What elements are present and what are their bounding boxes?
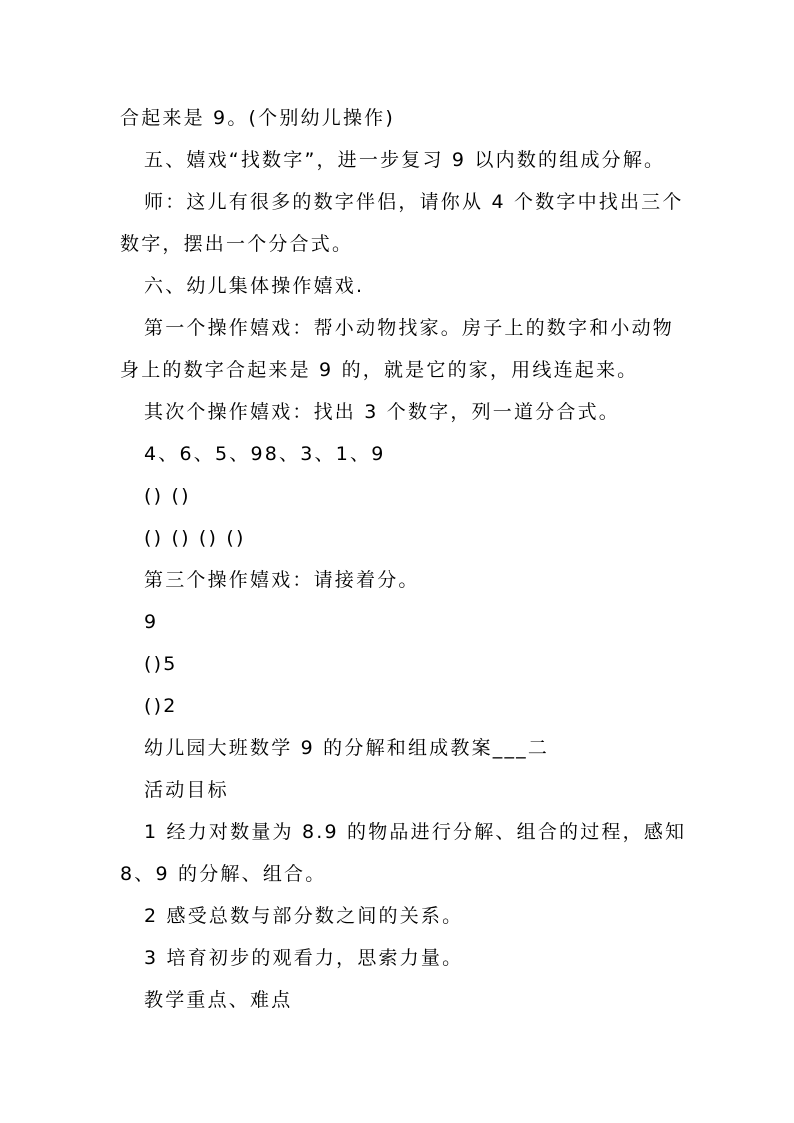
subheading: 活动目标 (144, 779, 229, 801)
text-line: 师：这儿有很多的数字伴侣，请你从 4 个数字中找出三个 (144, 191, 684, 213)
text-line: ()5 (144, 653, 178, 675)
text-line: 五、嬉戏“找数字”，进一步复习 9 以内数的组成分解。 (144, 149, 666, 171)
text-line: () () (144, 485, 191, 507)
text-line: () () () () (144, 527, 246, 549)
text-line: 8、9 的分解、组合。 (120, 863, 327, 885)
text-line: 2 感受总数与部分数之间的关系。 (144, 905, 464, 927)
section-heading: 幼儿园大班数学 9 的分解和组成教案___二 (144, 737, 550, 759)
text-line: 第一个操作嬉戏：帮小动物找家。房子上的数字和小动物 (144, 317, 675, 339)
text-line: 身上的数字合起来是 9 的，就是它的家，用线连起来。 (120, 359, 639, 381)
text-line: ()2 (144, 695, 178, 717)
text-line: 1 经力对数量为 8.9 的物品进行分解、组合的过程，感知 (144, 821, 687, 843)
text-line: 第三个操作嬉戏：请接着分。 (144, 569, 420, 591)
text-line: 其次个操作嬉戏：找出 3 个数字，列一道分合式。 (144, 401, 620, 423)
subheading: 教学重点、难点 (144, 989, 293, 1011)
text-line: 合起来是 9。(个别幼儿操作) (120, 107, 395, 129)
text-line: 六、幼儿集体操作嬉戏. (144, 275, 365, 297)
text-line: 4、6、5、98、3、1、9 (144, 443, 386, 465)
text-line: 数字，摆出一个分合式。 (120, 233, 354, 255)
text-line: 3 培育初步的观看力，思索力量。 (144, 947, 464, 969)
text-line: 9 (144, 611, 159, 633)
